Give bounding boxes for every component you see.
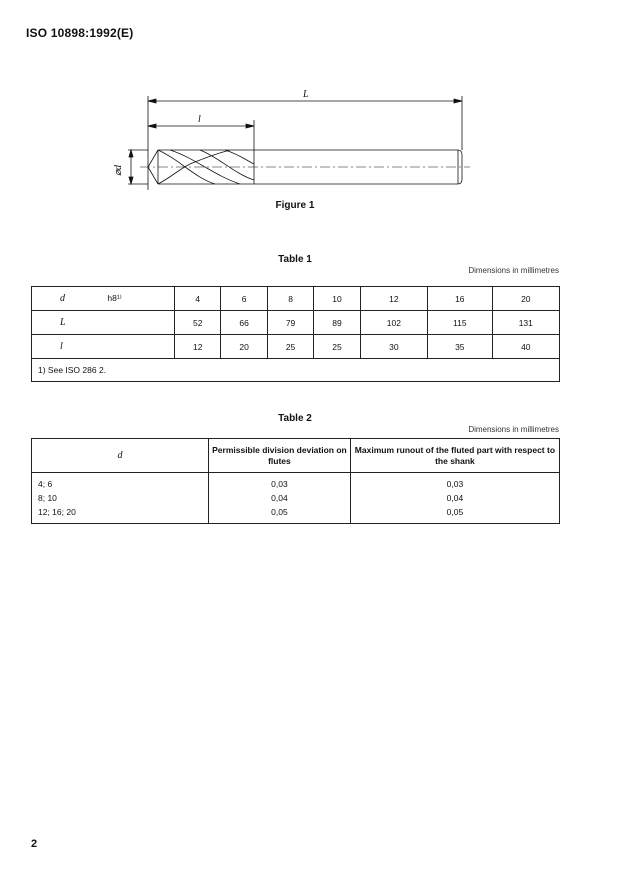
row-label — [32, 287, 175, 311]
table-row — [32, 505, 560, 524]
table-cell: 16 — [428, 287, 493, 311]
table1-footnote: 1) See ISO 286 2. — [32, 359, 560, 382]
table-cell: 40 — [492, 335, 559, 359]
table1-footnote-row — [32, 359, 560, 382]
table2-header-row — [32, 439, 560, 473]
table1-caption: Table 1 — [278, 254, 312, 265]
table-cell: 35 — [428, 335, 493, 359]
table-cell: 25 — [314, 335, 360, 359]
table-cell: 8 — [267, 287, 313, 311]
table-cell: 131 — [492, 311, 559, 335]
table-cell: 66 — [221, 311, 267, 335]
table-cell: 12 — [175, 335, 221, 359]
table-cell: 10 — [314, 287, 360, 311]
row-label — [32, 311, 175, 335]
table-cell: 115 — [428, 311, 493, 335]
table-cell: 4 — [175, 287, 221, 311]
table-cell: 20 — [492, 287, 559, 311]
header-deviation: Permissible division deviation on flutes — [209, 439, 351, 473]
symbol-l: l — [60, 341, 63, 352]
table-cell: 30 — [360, 335, 427, 359]
table-cell: 102 — [360, 311, 427, 335]
cell-deviation: 0,05 — [209, 505, 351, 524]
table2 — [31, 438, 560, 524]
table1-row-d — [32, 287, 560, 311]
table-cell: 25 — [267, 335, 313, 359]
symbol-d: d — [60, 293, 65, 304]
figure-caption: Figure 1 — [275, 200, 315, 211]
table1 — [31, 286, 560, 382]
table1-row-l — [32, 335, 560, 359]
row-label — [32, 335, 175, 359]
cell-deviation: 0,04 — [209, 491, 351, 505]
dim-label-d: ⌀d — [113, 164, 124, 176]
cell-runout: 0,04 — [350, 491, 559, 505]
table-row — [32, 473, 560, 492]
header-d: d — [32, 439, 209, 473]
table-cell: 79 — [267, 311, 313, 335]
cell-d: 4; 6 — [32, 473, 209, 492]
table1-row-L — [32, 311, 560, 335]
document-id: ISO 10898:1992(E) — [26, 26, 134, 40]
table1-units-note: Dimensions in millimetres — [468, 266, 559, 275]
table-row — [32, 491, 560, 505]
dim-label-l: l — [198, 114, 201, 125]
tolerance-label: h8¹⁾ — [107, 293, 122, 303]
table-cell: 12 — [360, 287, 427, 311]
table-cell: 6 — [221, 287, 267, 311]
cell-runout: 0,03 — [350, 473, 559, 492]
table-cell: 20 — [221, 335, 267, 359]
dim-label-L: L — [303, 89, 309, 100]
table2-units-note: Dimensions in millimetres — [468, 425, 559, 434]
cell-deviation: 0,03 — [209, 473, 351, 492]
page-number: 2 — [31, 838, 38, 850]
table-cell: 89 — [314, 311, 360, 335]
header-runout: Maximum runout of the fluted part with respect to the shank — [350, 439, 559, 473]
table2-caption: Table 2 — [278, 413, 312, 424]
cell-runout: 0,05 — [350, 505, 559, 524]
symbol-L: L — [60, 317, 66, 328]
table-cell: 52 — [175, 311, 221, 335]
cell-d: 8; 10 — [32, 491, 209, 505]
cell-d: 12; 16; 20 — [32, 505, 209, 524]
